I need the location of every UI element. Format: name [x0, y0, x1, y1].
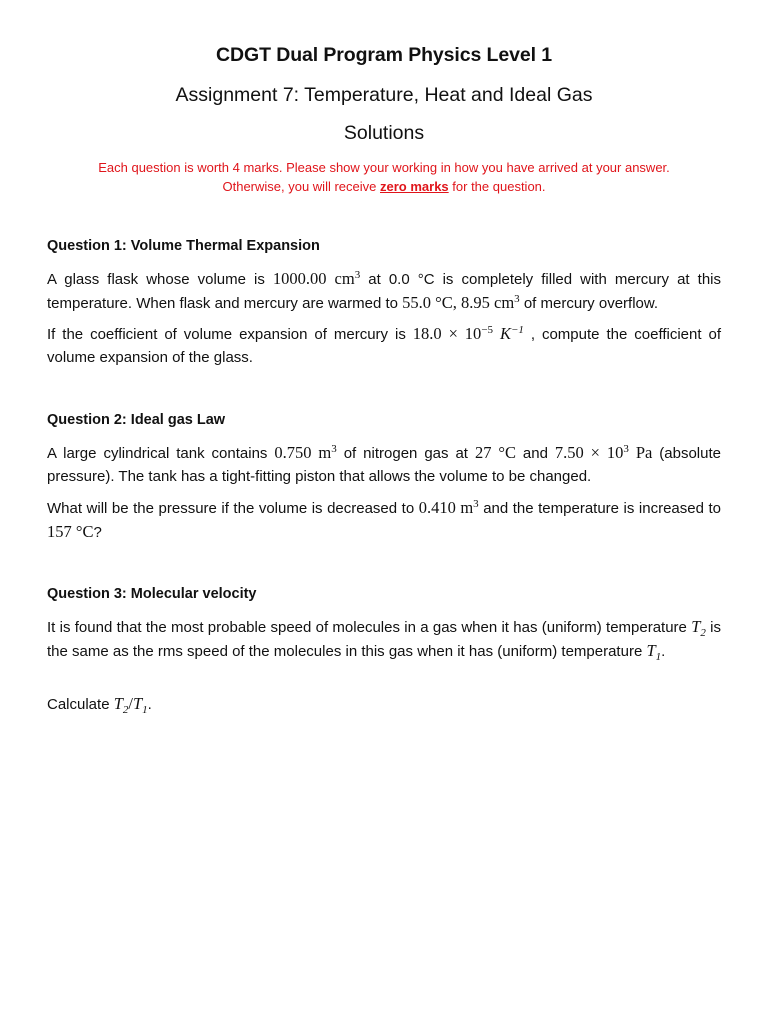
- formula: $K^{-1}$: [493, 324, 524, 343]
- notice-prefix: Otherwise, you will receive: [222, 179, 377, 194]
- question-3-heading: Question 3: Molecular velocity: [47, 586, 257, 602]
- formula: $7.50 \times 10^3$ Pa: [554, 443, 653, 462]
- formula: 157 °C: [47, 522, 94, 541]
- variable: $T_1$: [132, 694, 148, 716]
- variable: $T_1$: [646, 641, 662, 663]
- question-1-paragraph-1: A glass flask whose volume is 1000.00 $cm^3$ at 0.0 °C is completely filled with mercury at this temperature. When flask and mercury are warmed to 55.0 °C, 8.95 $cm^3$ of mercury overflow.: [47, 269, 721, 312]
- course-title: CDGT Dual Program Physics Level 1: [216, 44, 552, 66]
- question-3-paragraph-1: It is found that the most probable speed of molecules in a gas when it has (uniform) temperature $T_2$ is the same as the rms speed of the molecules in this gas when it has (uniform) temperature $T_1$.: [47, 617, 722, 663]
- question-1-paragraph-2: If the coefficient of volume expansion of mercury is $18.0 \times 10^{-5}$ $K^{-1}$ , compute the coefficient of volume expansion of the glass.: [47, 324, 721, 366]
- formula: 1000.00 $cm^3$: [272, 269, 361, 288]
- question-3-paragraph-2: Calculate $T_2/T_1$.: [47, 694, 152, 716]
- assignment-title: Assignment 7: Temperature, Heat and Ideal Gas: [175, 84, 593, 106]
- formula: 55.0 °C, 8.95 $cm^3$: [402, 293, 520, 312]
- formula: $18.0 \times 10^{-5}$: [412, 324, 494, 343]
- question-1-heading: Question 1: Volume Thermal Expansion: [47, 238, 320, 254]
- solutions-subtitle: Solutions: [343, 122, 425, 144]
- formula: 0.410 $m^3$: [418, 498, 479, 517]
- question-2-paragraph-1: A large cylindrical tank contains 0.750 $m^3$ of nitrogen gas at 27 °C and $7.50 \times 10^3$ Pa (absolute pressure). The tank has a tight-fitting piston that allows the volume to be changed.: [47, 443, 721, 485]
- variable: $T_2$: [691, 617, 706, 639]
- formula: 27 °C: [474, 443, 516, 462]
- marks-notice-line-1: Each question is worth 4 marks. Please show your working in how you have arrived at your answer.: [98, 160, 670, 175]
- notice-suffix: for the question.: [452, 179, 546, 194]
- marks-notice-line-2: [0, 179, 768, 194]
- formula: 0.750 $m^3$: [274, 443, 337, 462]
- variable: $T_2$: [113, 694, 129, 716]
- zero-marks-emphasis: zero marks: [380, 179, 449, 194]
- question-2-paragraph-2: What will be the pressure if the volume is decreased to 0.410 $m^3$ and the temperature is increased to 157 °C?: [47, 498, 721, 541]
- question-2-heading: Question 2: Ideal gas Law: [47, 412, 226, 428]
